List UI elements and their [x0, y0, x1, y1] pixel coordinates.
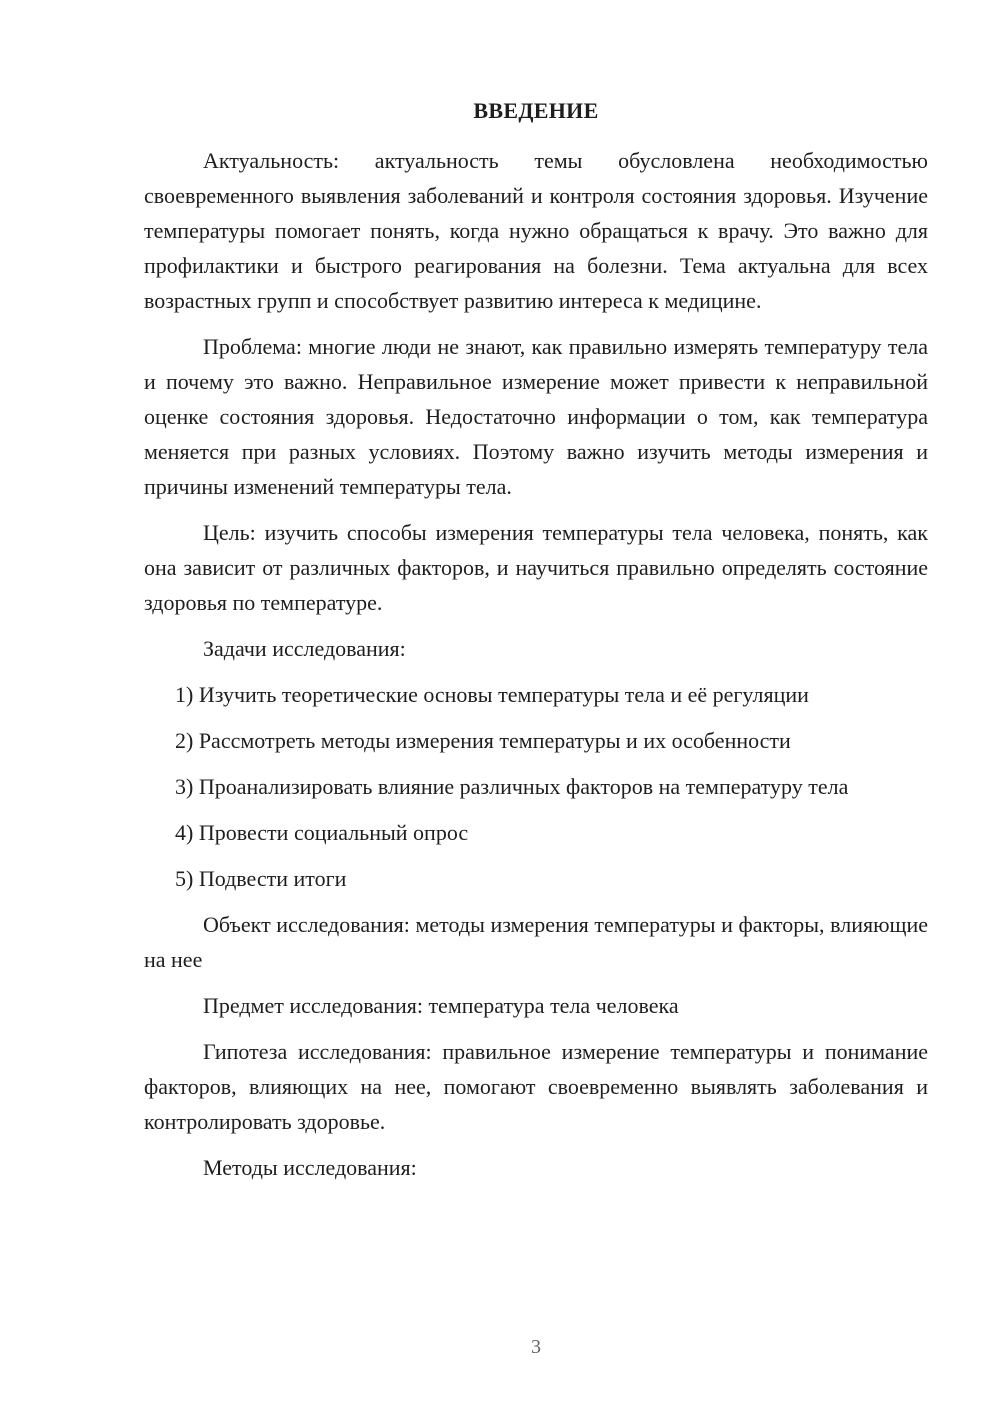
- object-paragraph: Объект исследования: методы измерения температуры и факторы, влияющие на нее: [144, 912, 928, 972]
- task-item: 3) Проанализировать влияние различных факторов на температуру тела: [175, 774, 849, 799]
- task-item: 2) Рассмотреть методы измерения температуры и их особенности: [175, 728, 791, 753]
- document-body: [144, 143, 928, 1185]
- task-item: 5) Подвести итоги: [175, 866, 347, 891]
- subject-paragraph: Предмет исследования: температура тела человека: [203, 993, 679, 1018]
- task-item: 4) Провести социальный опрос: [175, 820, 469, 845]
- goal-paragraph: Цель: изучить способы измерения температуры тела человека, понять, как она зависит от различных факторов, и научиться правильно определять состояние здоровья по температуре.: [144, 520, 928, 615]
- problem-paragraph: Проблема: многие люди не знают, как правильно измерять температуру тела и почему это важно. Неправильное измерение может привести к неправильной оценке состояния здоровья. Недостаточно информации о том, как температура меняется при разных условиях. Поэтому важно изучить методы измерения и причины изменений температуры тела.: [144, 334, 928, 499]
- methods-heading: Методы исследования:: [203, 1155, 417, 1180]
- section-title: ВВЕДЕНИЕ: [473, 98, 599, 123]
- hypothesis-paragraph: Гипотеза исследования: правильное измерение температуры и понимание факторов, влияющих на нее, помогают своевременно выявлять заболевания и контролировать здоровье.: [144, 1039, 928, 1134]
- relevance-paragraph: Актуальность: актуальность темы обусловлена необходимостью своевременного выявления заболеваний и контроля состояния здоровья. Изучение температуры помогает понять, когда нужно обращаться к врачу. Это важно для профилактики и быстрого реагирования на болезни. Тема актуальна для всех возрастных групп и способствует развитию интереса к медицине.: [144, 148, 928, 313]
- tasks-heading: Задачи исследования:: [203, 636, 406, 661]
- task-item: 1) Изучить теоретические основы температуры тела и её регуляции: [175, 682, 809, 707]
- page-number: 3: [531, 1336, 541, 1358]
